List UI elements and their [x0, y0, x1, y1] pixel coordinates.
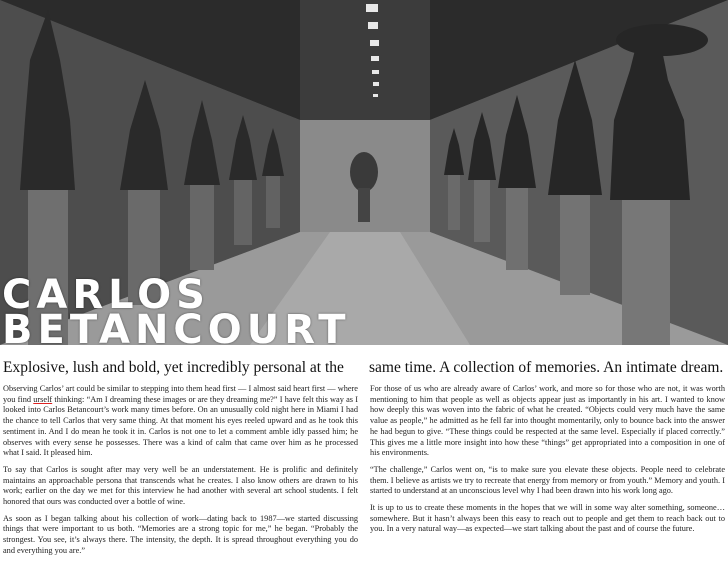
light: [370, 40, 379, 46]
pedestal: [266, 176, 280, 228]
pedestal: [560, 195, 590, 295]
light: [373, 94, 378, 97]
misspelled-word: urself: [33, 394, 53, 404]
paragraph-text: thinking: “Am I dreaming these images or are they dreaming me?” I have felt this way as I looked into Carlos Betancourt’s work many times before. On an unusually cold night here in Miami I had the chance to tell Carlos that very same thing. At that moment his eyes reeled upward and as he took this sentiment in. And I do mean he took it in. Carlos is not one to let a comment amble idly passed him; he observes with every sense he possesses. There was a kind of calm that came over him as he processed what I said. It pleased him.: [3, 394, 358, 458]
light: [366, 4, 378, 12]
title-first-name: CARLOS: [2, 272, 210, 318]
tagline-right: same time. A collection of memories. An intimate dream.: [369, 359, 724, 376]
pedestal: [448, 175, 460, 230]
back-pedestal: [358, 188, 370, 222]
pedestal: [234, 180, 252, 245]
light: [373, 82, 379, 86]
paragraph: For those of us who are already aware of Carlos’ work, and more so for those who are not, it was worth mentioning to him that people as well as objects appear just as importantly in his art. I wanted to know how deeply this was woven into the fabric of what he created. “Objects could very much have the same value as people,” he admitted as he fell far into thought momentarily, only to bounce back into the answer he had begun to give. “These things could be respected at the same level. Especially if placed correctly.” This gives me a little more insight into how these “things” get appropriated into a composition in one of his environments.: [370, 384, 725, 458]
light: [372, 70, 379, 74]
paragraph-text: Observing Carlos’ art could be similar to stepping into them head first — I almost said heart first — where you find: [3, 384, 358, 404]
bust-headdress: [616, 24, 708, 56]
title-last-name: BETANCOURT: [2, 307, 351, 345]
pedestal: [622, 200, 670, 345]
paragraph: To say that Carlos is sought after may very well be an understatement. He is prolific and definitely maintains an approachable persona that transcends what he creates. I also know others are drawn to his work; earlier on the day we met for this interview he had another with several art school students. I felt honored that ours was conducted over a bottle of wine.: [3, 464, 358, 507]
tagline-left: Explosive, lush and bold, yet incredibly personal at the: [3, 359, 344, 376]
pedestal: [506, 188, 528, 270]
light: [371, 56, 379, 61]
paragraph: “The challenge,” Carlos went on, “is to make sure you elevate these objects. People need to celebrate them. I believe as artists we try to recreate that energy from memory or from youth.” Memory and youth. I started to understand at an unconscious level why I had been drawn into his work long ago.: [370, 464, 725, 496]
article-title: [2, 272, 351, 345]
right-column: [370, 384, 725, 541]
paragraph: [3, 384, 358, 459]
pedestal: [474, 180, 490, 242]
back-sculpture: [350, 152, 378, 192]
paragraph: It is up to us to create these moments in the hopes that we will in some way alter something, someone… somewhere. But it hasn’t always been this easy to reach out to people and get them to reach back out to you. In a very natural way—as expected—we start talking about the past and of course the future.: [370, 503, 725, 534]
pedestal: [190, 185, 214, 270]
paragraph: As soon as I began talking about his collection of work—dating back to 1987—we started discussing things that were important to us both. “Memories are a strong topic for me,” he began. “Probably the strongest. You see, it’s always there. The intensity, the depth. It is spread throughout everything you do and everything you are.”: [3, 513, 358, 555]
light: [368, 22, 378, 29]
left-column: [3, 384, 358, 563]
ceiling-center: [300, 0, 430, 120]
